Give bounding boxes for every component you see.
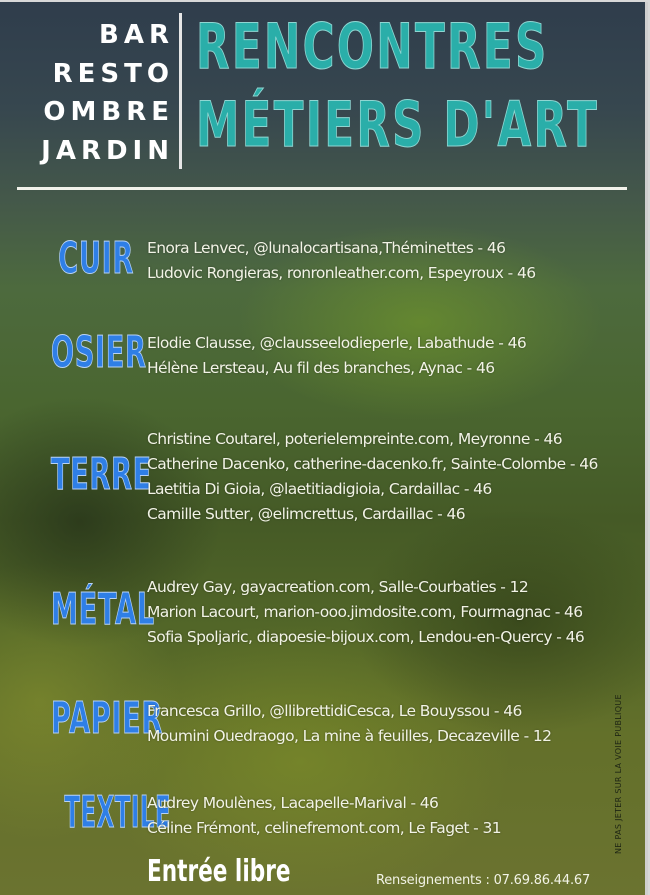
category-label-cuir: CUIR	[58, 233, 134, 284]
venue-line-ombre: OMBRE	[43, 97, 174, 127]
category-label-textile: TEXTILE	[64, 787, 172, 838]
category-entries-metal	[147, 575, 584, 650]
category-entries-papier	[147, 699, 551, 749]
category-label-osier: OSIER	[50, 327, 147, 378]
list-item: Audrey Moulènes, Lacapelle-Marival - 46	[147, 794, 439, 812]
list-item: Elodie Clausse, @clausseelodieperle, Labathude - 46	[147, 334, 527, 352]
list-item: Laetitia Di Gioia, @laetitiadigioia, Cardaillac - 46	[147, 480, 492, 498]
category-entries-cuir	[147, 236, 536, 286]
list-item: Sofia Spoljaric, diapoesie-bijoux.com, Lendou-en-Quercy - 46	[147, 628, 585, 646]
list-item: Christine Coutarel, poterielempreinte.com, Meyronne - 46	[147, 430, 562, 448]
venue-line-jardin: JARDIN	[41, 135, 174, 166]
category-label-papier: PAPIER	[50, 693, 164, 744]
free-entry-label: Entrée libre	[147, 854, 291, 889]
event-poster	[0, 2, 648, 895]
venue-line-resto: RESTO	[52, 58, 174, 89]
list-item: Hélène Lersteau, Au fil des branches, Aynac - 46	[147, 359, 495, 377]
list-item: Moumini Ouedraogo, La mine à feuilles, Decazeville - 12	[147, 727, 552, 745]
category-label-metal: MÉTAL	[50, 584, 155, 635]
contact-info: Renseignements : 07.69.86.44.67	[376, 873, 591, 888]
poster-title	[196, 8, 599, 164]
list-item: Catherine Dacenko, catherine-dacenko.fr, Sainte-Colombe - 46	[147, 455, 598, 473]
list-item: Marion Lacourt, marion-ooo.jimdosite.com, Fourmagnac - 46	[147, 603, 583, 621]
list-item: Audrey Gay, gayacreation.com, Salle-Courbaties - 12	[147, 578, 529, 596]
venue-features	[14, 16, 174, 170]
category-entries-osier	[147, 331, 526, 381]
legal-notice: NE PAS JETER SUR LA VOIE PUBLIQUE	[614, 694, 623, 854]
list-item: Ludovic Rongieras, ronronleather.com, Espeyroux - 46	[147, 264, 536, 282]
header-rule	[17, 187, 627, 190]
category-entries-textile	[147, 791, 501, 841]
header-divider	[179, 13, 182, 169]
title-line-2: MÉTIERS D'ART	[196, 88, 600, 161]
title-line-1: RENCONTRES	[196, 10, 549, 83]
list-item: Céline Frémont, celinefremont.com, Le Faget - 31	[147, 819, 502, 837]
list-item: Francesca Grillo, @llibrettidiCesca, Le Bouyssou - 46	[147, 702, 522, 720]
list-item: Enora Lenvec, @lunalocartisana,Théminettes - 46	[147, 239, 506, 257]
category-label-terre: TERRE	[50, 449, 152, 500]
venue-line-bar: BAR	[99, 20, 174, 50]
list-item: Camille Sutter, @elimcrettus, Cardaillac - 46	[147, 505, 465, 523]
category-entries-terre	[147, 427, 598, 527]
